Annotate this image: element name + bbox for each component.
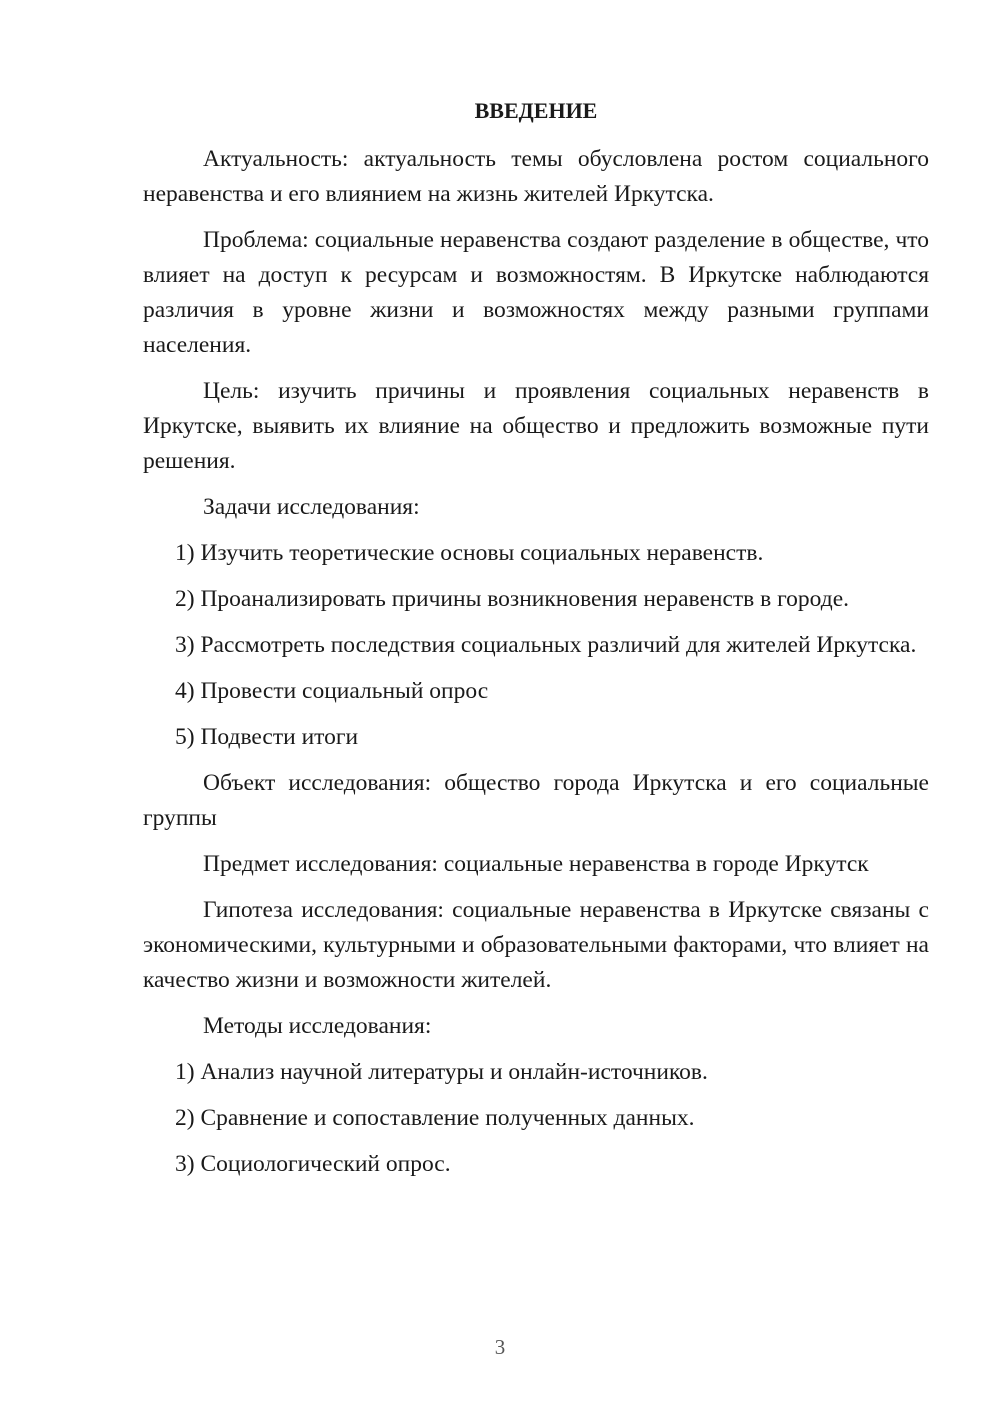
tasks-heading: Задачи исследования:	[203, 494, 420, 520]
hypothesis-paragraph: Гипотеза исследования: социальные неравенства в Иркутске связаны с экономическими, культурными и образовательными факторами, что влияет на качество жизни и возможности жителей.	[143, 897, 929, 993]
task-item: 5) Подвести итоги	[175, 724, 359, 750]
problem-paragraph: Проблема: социальные неравенства создают разделение в обществе, что влияет на доступ к ресурсам и возможностям. В Иркутске наблюдаются различия в уровне жизни и возможностях между разными группами населения.	[143, 227, 929, 358]
page-number: 3	[494, 1335, 506, 1359]
relevance-paragraph: Актуальность: актуальность темы обусловлена ростом социального неравенства и его влиянием на жизнь жителей Иркутска.	[143, 146, 929, 207]
task-item: 1) Изучить теоретические основы социальных неравенств.	[175, 540, 764, 566]
goal-paragraph: Цель: изучить причины и проявления социальных неравенств в Иркутске, выявить их влияние на общество и предложить возможные пути решения.	[143, 378, 929, 474]
subject-paragraph: Предмет исследования: социальные неравенства в городе Иркутск	[203, 851, 869, 877]
page-title: ВВЕДЕНИЕ	[474, 98, 598, 123]
document-body	[143, 142, 929, 1193]
methods-heading: Методы исследования:	[203, 1013, 432, 1039]
task-item: 2) Проанализировать причины возникновения неравенств в городе.	[175, 586, 850, 612]
task-item: 3) Рассмотреть последствия социальных различий для жителей Иркутска.	[175, 632, 917, 658]
method-item: 1) Анализ научной литературы и онлайн-источников.	[175, 1059, 708, 1085]
object-paragraph: Объект исследования: общество города Иркутска и его социальные группы	[143, 770, 929, 831]
method-item: 3) Социологический опрос.	[175, 1151, 451, 1177]
method-item: 2) Сравнение и сопоставление полученных данных.	[175, 1105, 695, 1131]
task-item: 4) Провести социальный опрос	[175, 678, 489, 704]
